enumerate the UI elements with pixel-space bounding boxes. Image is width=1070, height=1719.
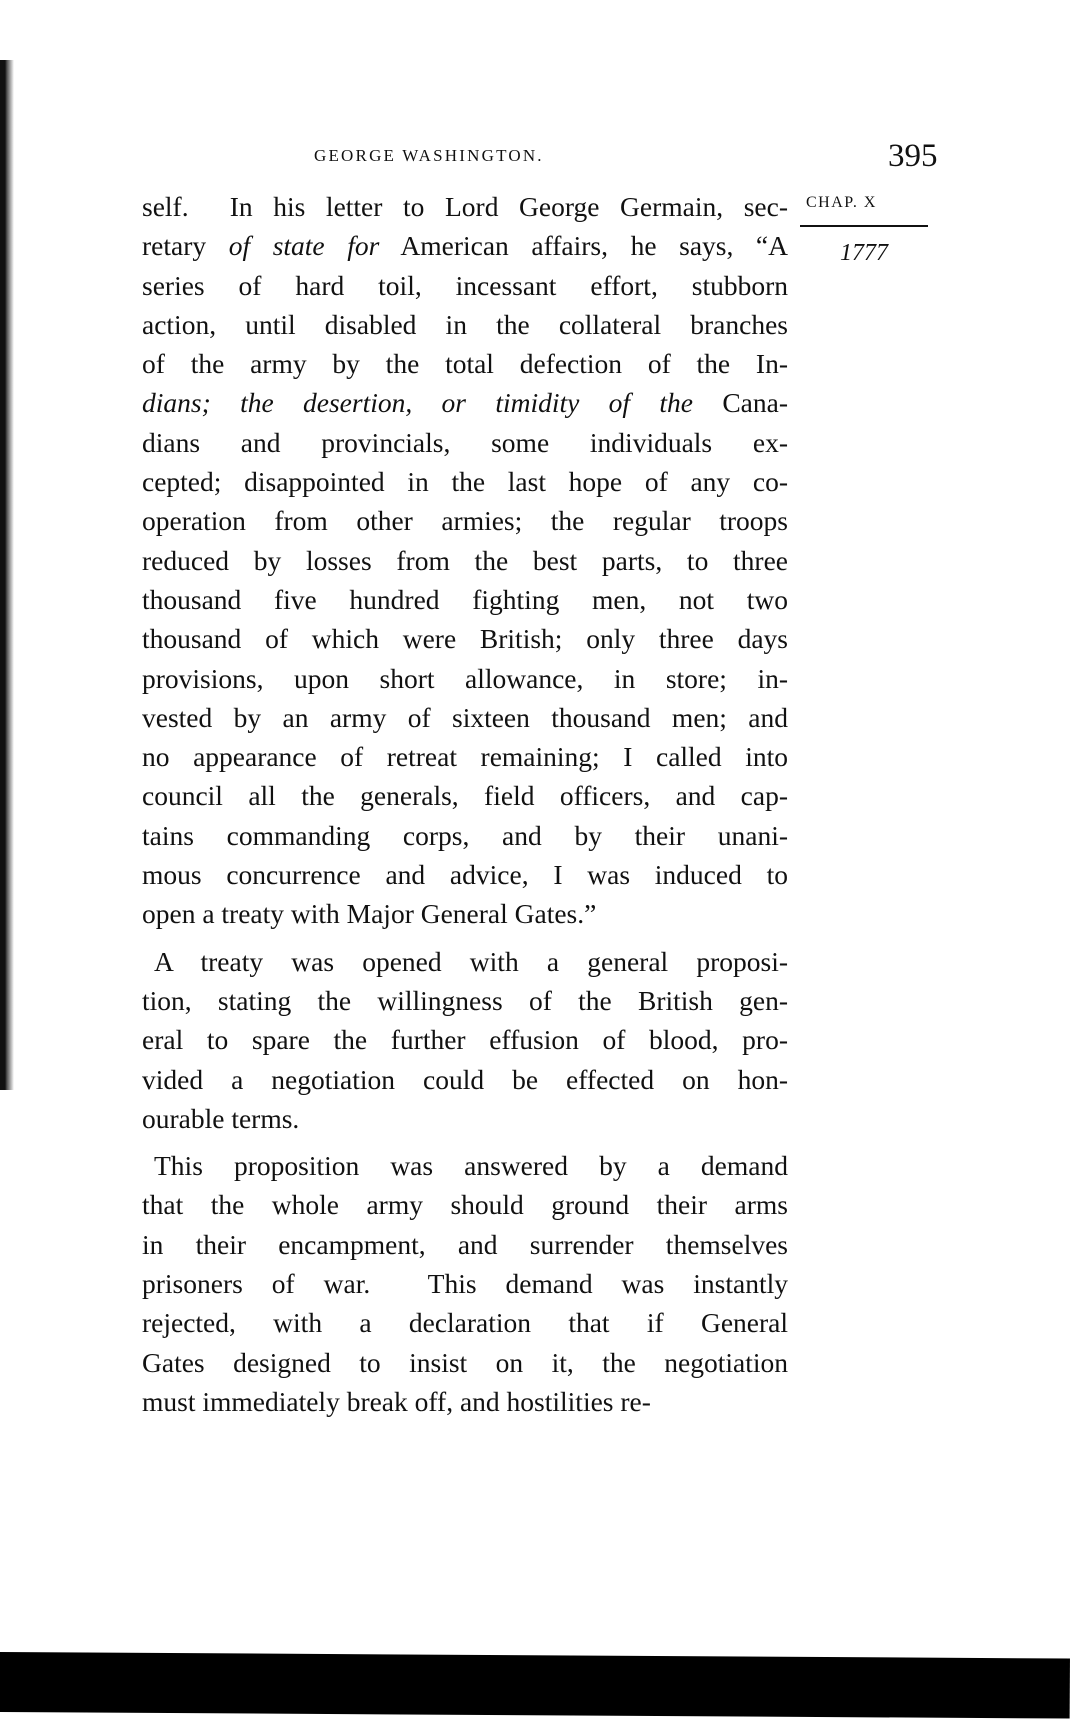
text-line: [142, 1185, 788, 1224]
text-segment: vided a negotiation could be effected on hon-: [142, 1063, 788, 1095]
text-segment: must immediately break off, and hostilities re-: [142, 1385, 651, 1417]
text-line: [142, 423, 788, 462]
margin-chapter: CHAP. X: [806, 194, 877, 211]
running-head: GEORGE WASHINGTON.: [314, 146, 544, 165]
text-segment: American affairs, he says, “A: [379, 230, 789, 262]
text-segment: action, until disabled in the collateral branches: [142, 308, 788, 340]
text-segment: self. In his letter to Lord George Germain, sec-: [142, 191, 788, 222]
text-line: [142, 1264, 788, 1303]
body-text: [142, 187, 788, 1429]
text-segment: open a treaty with Major General Gates.”: [142, 898, 597, 930]
page-number: 395: [888, 138, 938, 174]
text-segment: retary: [142, 230, 229, 262]
text-line: [142, 855, 788, 894]
text-line: [142, 501, 788, 540]
paragraph: [142, 187, 788, 934]
text-segment: cepted; disappointed in the last hope of any co-: [142, 466, 788, 498]
text-line: [142, 1060, 788, 1099]
paragraph: [142, 1146, 788, 1421]
text-line: [142, 737, 788, 776]
text-line: [142, 816, 788, 855]
text-segment: thousand five hundred fighting men, not two: [142, 583, 788, 615]
paragraph: [142, 942, 788, 1138]
text-segment: ourable terms.: [142, 1102, 300, 1134]
text-segment: provisions, upon short allowance, in store; in-: [142, 662, 788, 694]
text-line: [142, 1382, 788, 1421]
text-segment: vested by an army of sixteen thousand men; and: [142, 701, 788, 733]
text-segment: of state for: [228, 230, 380, 262]
text-segment: council all the generals, field officers, and cap-: [142, 780, 788, 812]
text-line: [142, 344, 788, 383]
text-segment: in their encampment, and surrender themselves: [142, 1228, 788, 1260]
text-segment: thousand of which were British; only three days: [142, 623, 788, 655]
text-line: [142, 776, 788, 815]
margin-rule: [800, 225, 928, 227]
text-segment: series of hard toil, incessant effort, stubborn: [142, 269, 788, 301]
text-line: [142, 981, 788, 1020]
text-line: [142, 226, 788, 265]
text-line: [142, 1020, 788, 1059]
text-segment: eral to spare the further effusion of blood, pro-: [142, 1024, 788, 1056]
text-line: [142, 305, 788, 344]
text-line: [142, 942, 788, 981]
text-segment: This proposition was answered by a demand: [154, 1150, 788, 1182]
text-segment: dians; the desertion, or timidity of the: [142, 387, 693, 419]
text-line: [142, 462, 788, 501]
text-line: [142, 266, 788, 305]
text-line: [142, 894, 788, 933]
text-segment: tion, stating the willingness of the British gen-: [142, 984, 788, 1016]
text-segment: Gates designed to insist on it, the negotiation: [142, 1346, 788, 1378]
text-line: [142, 1343, 788, 1382]
text-segment: that the whole army should ground their arms: [142, 1189, 788, 1221]
text-segment: A treaty was opened with a general proposi-: [154, 945, 788, 977]
text-line: [142, 383, 788, 422]
text-segment: Cana-: [693, 387, 788, 419]
text-segment: dians and provincials, some individuals ex-: [142, 426, 788, 458]
margin-year: 1777: [840, 240, 888, 266]
text-segment: tains commanding corps, and by their unani-: [142, 819, 788, 851]
text-line: [142, 1303, 788, 1342]
text-segment: no appearance of retreat remaining; I called into: [142, 741, 788, 773]
text-line: [142, 187, 788, 226]
text-segment: of the army by the total defection of the In-: [142, 348, 788, 380]
text-line: [142, 698, 788, 737]
text-line: [142, 1146, 788, 1185]
text-segment: prisoners of war. This demand was instantly: [142, 1268, 788, 1300]
text-line: [142, 580, 788, 619]
text-line: [142, 1099, 788, 1138]
text-line: [142, 1225, 788, 1264]
scan-binding-edge: [0, 60, 14, 1090]
scan-bottom-edge: [0, 1652, 1070, 1719]
text-line: [142, 541, 788, 580]
text-line: [142, 619, 788, 658]
text-segment: rejected, with a declaration that if General: [142, 1307, 788, 1339]
text-segment: reduced by losses from the best parts, to three: [142, 544, 788, 576]
text-segment: operation from other armies; the regular troops: [142, 505, 788, 537]
text-segment: mous concurrence and advice, I was induced to: [142, 859, 788, 891]
text-line: [142, 659, 788, 698]
